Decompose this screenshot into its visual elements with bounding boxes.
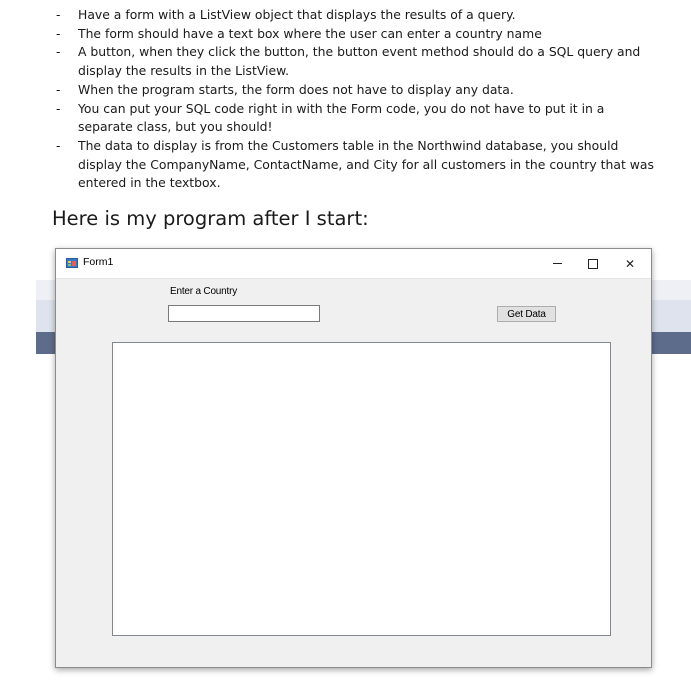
- maximize-button[interactable]: [575, 249, 611, 278]
- bullet-dash: -: [56, 44, 61, 60]
- list-item: [0, 43, 691, 80]
- requirement-text: A button, when they click the button, the button event method should do a SQL query and display the results in the ListView.: [78, 44, 641, 79]
- form-app-icon: [66, 257, 78, 268]
- requirement-text: The data to display is from the Customers table in the Northwind database, you should display the CompanyName, ContactName, and City for all customers in the country that was entered in the textbox.: [78, 137, 654, 191]
- requirement-text: You can put your SQL code right in with the Form code, you do not have to put it in a separate class, but you should!: [78, 100, 605, 135]
- form1-window: [55, 248, 652, 668]
- list-item: [0, 25, 691, 44]
- close-icon: ✕: [624, 256, 636, 271]
- requirement-text: Have a form with a ListView object that displays the results of a query.: [78, 7, 516, 22]
- window-title: Form1: [83, 256, 114, 268]
- minimize-icon: [553, 263, 562, 264]
- requirement-text: The form should have a text box where the user can enter a country name: [78, 25, 542, 41]
- list-item: [0, 6, 691, 25]
- get-data-button[interactable]: Get Data: [497, 306, 556, 322]
- list-item: [0, 100, 691, 137]
- bullet-dash: -: [56, 7, 61, 22]
- list-item: [0, 81, 691, 100]
- maximize-icon: [588, 259, 598, 269]
- section-heading: Here is my program after I start:: [52, 207, 369, 230]
- close-button[interactable]: [612, 249, 648, 278]
- bullet-dash: -: [56, 25, 61, 41]
- requirement-text: When the program starts, the form does not have to display any data.: [78, 81, 514, 97]
- country-input[interactable]: [168, 305, 320, 322]
- country-label: Enter a Country: [170, 286, 238, 297]
- title-bar[interactable]: [56, 249, 651, 279]
- results-listview[interactable]: [112, 342, 611, 636]
- bullet-dash: -: [56, 81, 61, 97]
- bullet-dash: -: [56, 100, 61, 116]
- list-item: [0, 137, 691, 193]
- requirements-list: [0, 6, 691, 193]
- bullet-dash: -: [56, 137, 61, 153]
- minimize-button[interactable]: [539, 249, 575, 278]
